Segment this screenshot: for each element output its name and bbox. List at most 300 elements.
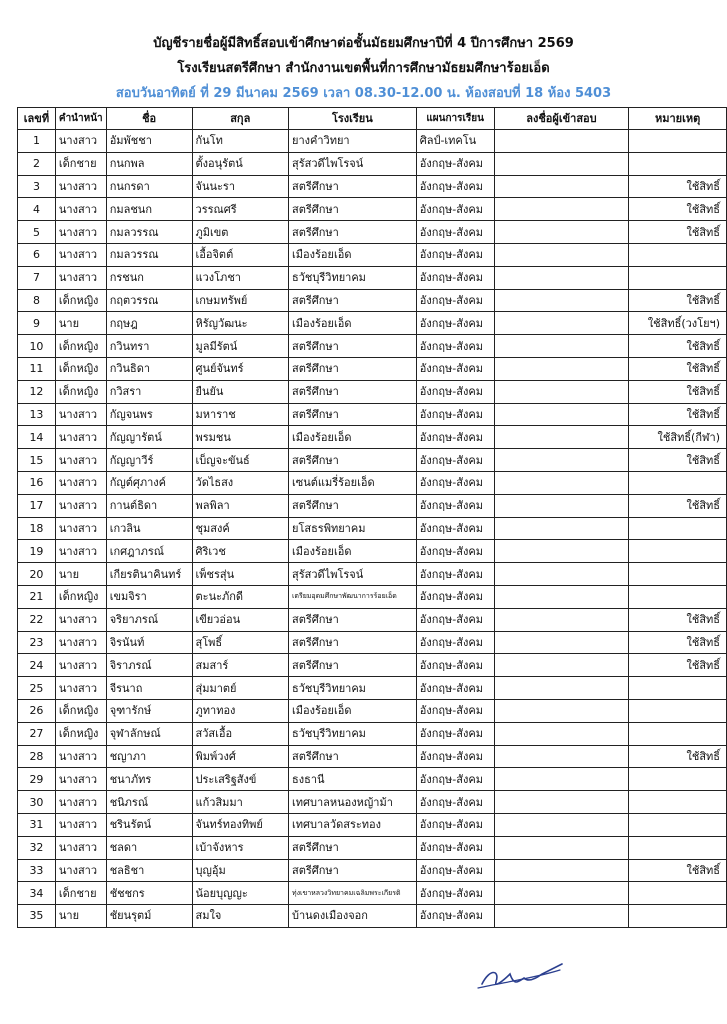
cell-school: ธวัชบุรีวิทยาคม (289, 266, 417, 289)
cell-prefix: นาย (55, 312, 106, 335)
cell-school: สุรัสวดีไพโรจน์ (289, 563, 417, 586)
cell-no: 21 (18, 585, 56, 608)
cell-last-name: บุญอุ้ม (192, 859, 289, 882)
header-first-name: ชื่อ (106, 108, 192, 130)
cell-signature (494, 585, 629, 608)
table-row (18, 540, 727, 563)
cell-prefix: นางสาว (55, 221, 106, 244)
cell-last-name: ศิริเวช (192, 540, 289, 563)
cell-prefix: เด็กหญิง (55, 585, 106, 608)
cell-last-name: สวัสเอื้อ (192, 722, 289, 745)
cell-plan: อังกฤษ-สังคม (416, 517, 494, 540)
cell-signature (494, 905, 629, 928)
cell-school: เทศบาลวัดสระทอง (289, 813, 417, 836)
cell-note: ใช้สิทธิ์ (629, 198, 727, 221)
header-signature: ลงชื่อผู้เข้าสอบ (494, 108, 629, 130)
cell-last-name: ประเสริฐสังข์ (192, 768, 289, 791)
cell-last-name: สุ่มมาตย์ (192, 677, 289, 700)
cell-signature (494, 403, 629, 426)
cell-no: 25 (18, 677, 56, 700)
cell-plan: อังกฤษ-สังคม (416, 471, 494, 494)
cell-last-name: เบ็ญจะขันธ์ (192, 449, 289, 472)
cell-first-name: จิรนันท์ (106, 631, 192, 654)
cell-school: เซนต์แมรี่ร้อยเอ็ด (289, 471, 417, 494)
cell-plan: อังกฤษ-สังคม (416, 449, 494, 472)
cell-first-name: จีรนาถ (106, 677, 192, 700)
cell-school: ธวัชบุรีวิทยาคม (289, 677, 417, 700)
cell-plan: อังกฤษ-สังคม (416, 152, 494, 175)
cell-signature (494, 198, 629, 221)
cell-prefix: นางสาว (55, 836, 106, 859)
cell-last-name: พิมพ์วงศ์ (192, 745, 289, 768)
cell-last-name: แวงโภชา (192, 266, 289, 289)
cell-first-name: กมลชนก (106, 198, 192, 221)
cell-prefix: นางสาว (55, 677, 106, 700)
cell-prefix: นางสาว (55, 198, 106, 221)
cell-first-name: กัญต์ศุภางค์ (106, 471, 192, 494)
cell-signature (494, 813, 629, 836)
table-row (18, 198, 727, 221)
cell-first-name: กมลวรรณ (106, 221, 192, 244)
cell-no: 19 (18, 540, 56, 563)
cell-last-name: เกษมทรัพย์ (192, 289, 289, 312)
cell-last-name: สมใจ (192, 905, 289, 928)
cell-prefix: นางสาว (55, 426, 106, 449)
cell-plan: อังกฤษ-สังคม (416, 836, 494, 859)
table-row (18, 745, 727, 768)
cell-note: ใช้สิทธิ์ (629, 859, 727, 882)
cell-note (629, 585, 727, 608)
cell-plan: อังกฤษ-สังคม (416, 198, 494, 221)
header-no: เลขที่ (18, 108, 56, 130)
cell-no: 28 (18, 745, 56, 768)
cell-prefix: นางสาว (55, 791, 106, 814)
cell-signature (494, 631, 629, 654)
cell-no: 15 (18, 449, 56, 472)
header-prefix: คำนำหน้า (55, 108, 106, 130)
cell-signature (494, 540, 629, 563)
document-title: บัญชีรายชื่อผู้มีสิทธิ์สอบเข้าศึกษาต่อชั้นมัธยมศึกษาปีที่ 4 ปีการศึกษา 2569 (153, 36, 574, 51)
cell-plan: อังกฤษ-สังคม (416, 585, 494, 608)
cell-plan: ศิลป์-เทคโน (416, 130, 494, 153)
cell-no: 32 (18, 836, 56, 859)
cell-prefix: นางสาว (55, 813, 106, 836)
cell-signature (494, 677, 629, 700)
cell-note: ใช้สิทธิ์ (629, 449, 727, 472)
table-row (18, 289, 727, 312)
cell-prefix: เด็กหญิง (55, 722, 106, 745)
cell-note (629, 152, 727, 175)
cell-first-name: เขมจิรา (106, 585, 192, 608)
cell-no: 13 (18, 403, 56, 426)
table-row (18, 563, 727, 586)
cell-no: 30 (18, 791, 56, 814)
cell-last-name: เพ็ชรสุ่น (192, 563, 289, 586)
cell-plan: อังกฤษ-สังคม (416, 745, 494, 768)
cell-signature (494, 494, 629, 517)
cell-last-name: ตั้งอนุรัตน์ (192, 152, 289, 175)
table-row (18, 791, 727, 814)
cell-last-name: ตะนะภักดี (192, 585, 289, 608)
cell-note (629, 882, 727, 905)
cell-no: 9 (18, 312, 56, 335)
cell-no: 20 (18, 563, 56, 586)
cell-signature (494, 130, 629, 153)
cell-signature (494, 380, 629, 403)
cell-plan: อังกฤษ-สังคม (416, 540, 494, 563)
cell-no: 10 (18, 335, 56, 358)
cell-first-name: ชนิภรณ์ (106, 791, 192, 814)
cell-note: ใช้สิทธิ์(วงโยฯ) (629, 312, 727, 335)
table-row (18, 221, 727, 244)
cell-first-name: กฤษฎ (106, 312, 192, 335)
cell-signature (494, 563, 629, 586)
table-row (18, 517, 727, 540)
cell-no: 2 (18, 152, 56, 175)
exam-info: สอบวันอาทิตย์ ที่ 29 มีนาคม 2569 เวลา 08.30-12.00 น. ห้องสอบที่ 18 ห้อง 5403 (115, 86, 612, 101)
cell-prefix: เด็กชาย (55, 152, 106, 175)
table-row (18, 836, 727, 859)
cell-school: สตรีศึกษา (289, 335, 417, 358)
cell-note: ใช้สิทธิ์ (629, 654, 727, 677)
cell-last-name: พลพิลา (192, 494, 289, 517)
cell-last-name: ชุมสงค์ (192, 517, 289, 540)
cell-school: เมืองร้อยเอ็ด (289, 426, 417, 449)
cell-first-name: กวิสรา (106, 380, 192, 403)
cell-plan: อังกฤษ-สังคม (416, 768, 494, 791)
cell-signature (494, 745, 629, 768)
cell-signature (494, 859, 629, 882)
cell-no: 11 (18, 357, 56, 380)
cell-no: 7 (18, 266, 56, 289)
table-row (18, 585, 727, 608)
cell-note (629, 836, 727, 859)
cell-plan: อังกฤษ-สังคม (416, 494, 494, 517)
cell-prefix: นางสาว (55, 745, 106, 768)
cell-school: ยางคำวิทยา (289, 130, 417, 153)
cell-plan: อังกฤษ-สังคม (416, 289, 494, 312)
cell-first-name: เกศฎาภรณ์ (106, 540, 192, 563)
cell-school: ธวัชบุรีวิทยาคม (289, 722, 417, 745)
table-row (18, 494, 727, 517)
cell-note: ใช้สิทธิ์ (629, 608, 727, 631)
cell-first-name: กรชนก (106, 266, 192, 289)
cell-school: สตรีศึกษา (289, 494, 417, 517)
cell-school: สตรีศึกษา (289, 449, 417, 472)
cell-no: 5 (18, 221, 56, 244)
cell-plan: อังกฤษ-สังคม (416, 722, 494, 745)
cell-no: 16 (18, 471, 56, 494)
table-row (18, 608, 727, 631)
cell-plan: อังกฤษ-สังคม (416, 243, 494, 266)
header-last-name: สกุล (192, 108, 289, 130)
cell-first-name: กนกพล (106, 152, 192, 175)
cell-first-name: กัญจนพร (106, 403, 192, 426)
cell-note: ใช้สิทธิ์ (629, 403, 727, 426)
table-row (18, 243, 727, 266)
cell-signature (494, 426, 629, 449)
cell-first-name: ชลดา (106, 836, 192, 859)
cell-no: 29 (18, 768, 56, 791)
cell-signature (494, 266, 629, 289)
cell-note (629, 266, 727, 289)
cell-first-name: ชนาภัทร (106, 768, 192, 791)
cell-plan: อังกฤษ-สังคม (416, 859, 494, 882)
cell-note: ใช้สิทธิ์(กีฬา) (629, 426, 727, 449)
cell-note (629, 813, 727, 836)
cell-signature (494, 471, 629, 494)
cell-last-name: น้อยบุญญะ (192, 882, 289, 905)
cell-prefix: นางสาว (55, 471, 106, 494)
cell-last-name: พรมชน (192, 426, 289, 449)
cell-no: 31 (18, 813, 56, 836)
cell-plan: อังกฤษ-สังคม (416, 312, 494, 335)
cell-first-name: จริยาภรณ์ (106, 608, 192, 631)
cell-note: ใช้สิทธิ์ (629, 175, 727, 198)
table-row (18, 175, 727, 198)
cell-first-name: จิราภรณ์ (106, 654, 192, 677)
cell-school: เทศบาลหนองหญ้าม้า (289, 791, 417, 814)
cell-last-name: มหาราช (192, 403, 289, 426)
table-row (18, 882, 727, 905)
cell-school: สตรีศึกษา (289, 654, 417, 677)
cell-plan: อังกฤษ-สังคม (416, 677, 494, 700)
cell-plan: อังกฤษ-สังคม (416, 175, 494, 198)
cell-school: สตรีศึกษา (289, 836, 417, 859)
cell-plan: อังกฤษ-สังคม (416, 791, 494, 814)
cell-prefix: นางสาว (55, 494, 106, 517)
cell-prefix: นางสาว (55, 768, 106, 791)
cell-no: 26 (18, 699, 56, 722)
cell-first-name: กานต์ธิดา (106, 494, 192, 517)
table-row (18, 768, 727, 791)
cell-no: 34 (18, 882, 56, 905)
cell-school: สตรีศึกษา (289, 380, 417, 403)
cell-note (629, 517, 727, 540)
cell-first-name: กวินธิดา (106, 357, 192, 380)
cell-prefix: นางสาว (55, 243, 106, 266)
cell-no: 14 (18, 426, 56, 449)
cell-no: 8 (18, 289, 56, 312)
table-row (18, 266, 727, 289)
cell-note (629, 130, 727, 153)
table-row (18, 130, 727, 153)
cell-signature (494, 357, 629, 380)
cell-no: 4 (18, 198, 56, 221)
cell-signature (494, 335, 629, 358)
cell-first-name: กัญญารัตน์ (106, 426, 192, 449)
cell-prefix: นางสาว (55, 266, 106, 289)
cell-plan: อังกฤษ-สังคม (416, 563, 494, 586)
header-school: โรงเรียน (289, 108, 417, 130)
cell-school: เมืองร้อยเอ็ด (289, 540, 417, 563)
table-row (18, 471, 727, 494)
cell-no: 33 (18, 859, 56, 882)
cell-last-name: หิรัญวัฒนะ (192, 312, 289, 335)
cell-school: สตรีศึกษา (289, 221, 417, 244)
cell-first-name: กมลวรรณ (106, 243, 192, 266)
cell-no: 18 (18, 517, 56, 540)
cell-signature (494, 449, 629, 472)
cell-school: สตรีศึกษา (289, 745, 417, 768)
cell-note: ใช้สิทธิ์ (629, 494, 727, 517)
cell-first-name: ชัชชกร (106, 882, 192, 905)
cell-first-name: จุฑารักษ์ (106, 699, 192, 722)
cell-no: 24 (18, 654, 56, 677)
cell-prefix: เด็กหญิง (55, 335, 106, 358)
cell-last-name: กันโท (192, 130, 289, 153)
cell-school: ทุ่งเขาหลวงวิทยาคมเฉลิมพระเกียรติ (289, 882, 417, 905)
cell-note (629, 540, 727, 563)
cell-first-name: กฤตวรรณ (106, 289, 192, 312)
cell-signature (494, 608, 629, 631)
table-row (18, 403, 727, 426)
cell-school: สุรัสวดีไพโรจน์ (289, 152, 417, 175)
cell-note (629, 905, 727, 928)
cell-last-name: เบ้าจังหาร (192, 836, 289, 859)
cell-note: ใช้สิทธิ์ (629, 335, 727, 358)
cell-note: ใช้สิทธิ์ (629, 631, 727, 654)
cell-last-name: ยืนยัน (192, 380, 289, 403)
cell-plan: อังกฤษ-สังคม (416, 882, 494, 905)
cell-prefix: เด็กหญิง (55, 380, 106, 403)
cell-school: เมืองร้อยเอ็ด (289, 699, 417, 722)
cell-first-name: กนกรดา (106, 175, 192, 198)
cell-school: เตรียมอุดมศึกษาพัฒนาการร้อยเอ็ด (289, 585, 417, 608)
cell-school: เมืองร้อยเอ็ด (289, 312, 417, 335)
cell-school: สตรีศึกษา (289, 198, 417, 221)
cell-school: สตรีศึกษา (289, 357, 417, 380)
table-row (18, 905, 727, 928)
cell-signature (494, 243, 629, 266)
cell-school: ธงธานี (289, 768, 417, 791)
cell-plan: อังกฤษ-สังคม (416, 608, 494, 631)
cell-last-name: มูลมีรัตน์ (192, 335, 289, 358)
table-row (18, 312, 727, 335)
cell-no: 35 (18, 905, 56, 928)
cell-prefix: เด็กชาย (55, 882, 106, 905)
cell-signature (494, 312, 629, 335)
cell-signature (494, 722, 629, 745)
table-row (18, 699, 727, 722)
cell-first-name: จุฬาลักษณ์ (106, 722, 192, 745)
cell-note (629, 699, 727, 722)
cell-plan: อังกฤษ-สังคม (416, 357, 494, 380)
cell-school: สตรีศึกษา (289, 859, 417, 882)
cell-prefix: เด็กหญิง (55, 699, 106, 722)
cell-note: ใช้สิทธิ์ (629, 745, 727, 768)
school-title: โรงเรียนสตรีศึกษา สำนักงานเขตพื้นที่การศึกษามัธยมศึกษาร้อยเอ็ด (177, 61, 550, 76)
cell-last-name: วัดไธสง (192, 471, 289, 494)
cell-school: สตรีศึกษา (289, 608, 417, 631)
cell-signature (494, 768, 629, 791)
cell-last-name: สมสาร์ (192, 654, 289, 677)
cell-note (629, 471, 727, 494)
cell-last-name: สุโพธิ์ (192, 631, 289, 654)
cell-first-name: ชรินรัตน์ (106, 813, 192, 836)
cell-no: 27 (18, 722, 56, 745)
cell-plan: อังกฤษ-สังคม (416, 813, 494, 836)
cell-signature (494, 152, 629, 175)
table-row (18, 426, 727, 449)
table-row (18, 722, 727, 745)
cell-signature (494, 221, 629, 244)
cell-signature (494, 654, 629, 677)
cell-last-name: ภูมิเขต (192, 221, 289, 244)
cell-note: ใช้สิทธิ์ (629, 221, 727, 244)
cell-plan: อังกฤษ-สังคม (416, 699, 494, 722)
cell-no: 23 (18, 631, 56, 654)
cell-last-name: แก้วสิมมา (192, 791, 289, 814)
cell-note (629, 243, 727, 266)
cell-plan: อังกฤษ-สังคม (416, 654, 494, 677)
table-header-row (18, 108, 727, 130)
cell-plan: อังกฤษ-สังคม (416, 221, 494, 244)
cell-first-name: อัมพัชชา (106, 130, 192, 153)
cell-prefix: นางสาว (55, 130, 106, 153)
table-row (18, 859, 727, 882)
cell-note (629, 563, 727, 586)
cell-plan: อังกฤษ-สังคม (416, 266, 494, 289)
cell-plan: อังกฤษ-สังคม (416, 631, 494, 654)
cell-no: 6 (18, 243, 56, 266)
cell-signature (494, 699, 629, 722)
cell-school: สตรีศึกษา (289, 403, 417, 426)
cell-no: 17 (18, 494, 56, 517)
cell-note (629, 768, 727, 791)
header-note: หมายเหตุ (629, 108, 727, 130)
cell-no: 3 (18, 175, 56, 198)
cell-plan: อังกฤษ-สังคม (416, 426, 494, 449)
cell-prefix: นางสาว (55, 540, 106, 563)
cell-last-name: ภูทาทอง (192, 699, 289, 722)
cell-prefix: นาย (55, 905, 106, 928)
cell-signature (494, 791, 629, 814)
cell-signature (494, 836, 629, 859)
cell-prefix: เด็กหญิง (55, 289, 106, 312)
signature-mark (476, 960, 566, 994)
cell-last-name: ศูนย์จันทร์ (192, 357, 289, 380)
cell-last-name: เขียวอ่อน (192, 608, 289, 631)
cell-last-name: เอื้อจิตต์ (192, 243, 289, 266)
table-row (18, 654, 727, 677)
cell-prefix: นางสาว (55, 517, 106, 540)
cell-first-name: กัญญาวีร์ (106, 449, 192, 472)
cell-prefix: นาย (55, 563, 106, 586)
cell-no: 12 (18, 380, 56, 403)
cell-school: สตรีศึกษา (289, 175, 417, 198)
table-row (18, 677, 727, 700)
cell-first-name: ชญาภา (106, 745, 192, 768)
cell-first-name: ชลธิชา (106, 859, 192, 882)
cell-school: เมืองร้อยเอ็ด (289, 243, 417, 266)
table-row (18, 380, 727, 403)
cell-school: สตรีศึกษา (289, 289, 417, 312)
cell-signature (494, 175, 629, 198)
table-row (18, 631, 727, 654)
cell-note: ใช้สิทธิ์ (629, 357, 727, 380)
cell-last-name: จันทร์ทองทิพย์ (192, 813, 289, 836)
cell-last-name: จันนะรา (192, 175, 289, 198)
cell-school: บ้านดงเมืองจอก (289, 905, 417, 928)
cell-last-name: วรรณศรี (192, 198, 289, 221)
cell-note: ใช้สิทธิ์ (629, 380, 727, 403)
cell-prefix: นางสาว (55, 175, 106, 198)
cell-first-name: ชัยนรุตม์ (106, 905, 192, 928)
cell-prefix: นางสาว (55, 608, 106, 631)
cell-prefix: นางสาว (55, 631, 106, 654)
cell-plan: อังกฤษ-สังคม (416, 403, 494, 426)
